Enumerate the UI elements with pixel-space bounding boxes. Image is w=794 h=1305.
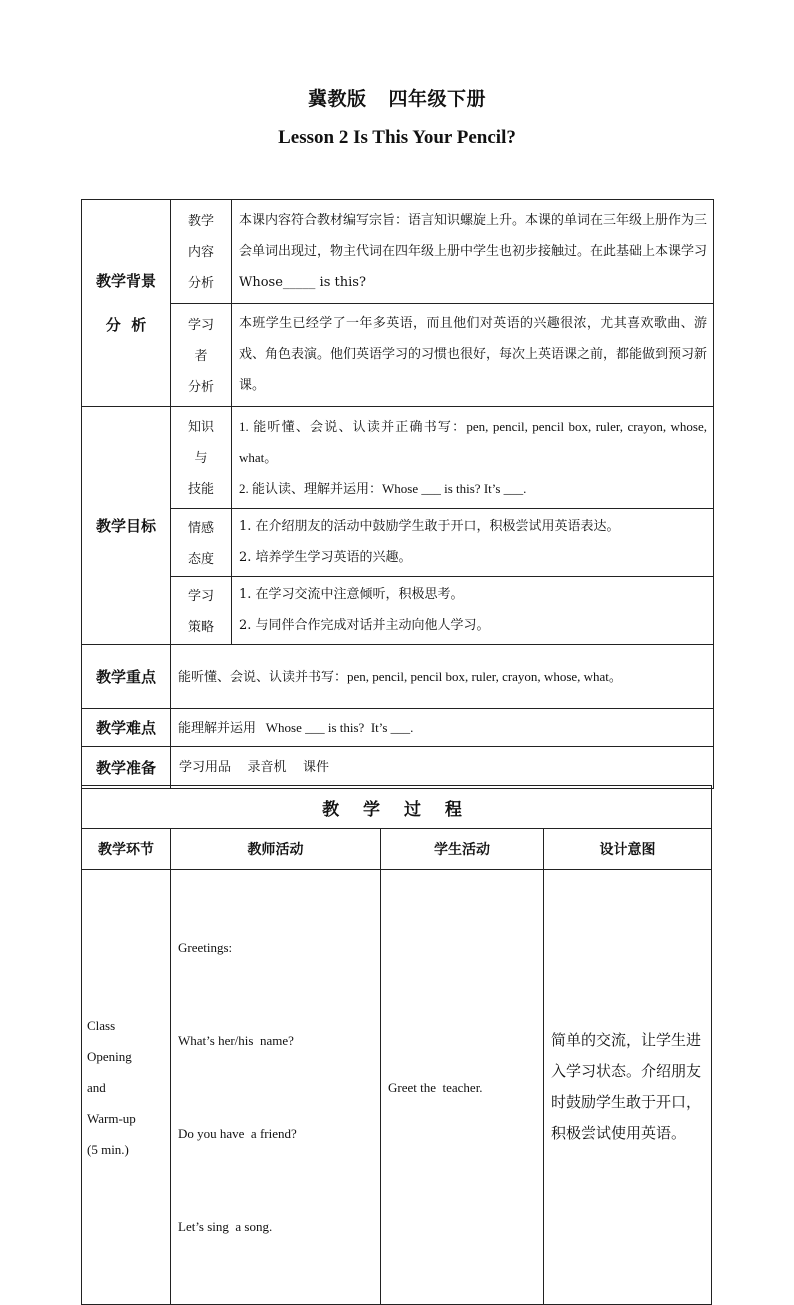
column-header-stage: 教学环节 bbox=[82, 829, 171, 870]
column-header-intent: 设计意图 bbox=[544, 829, 712, 870]
background-label: 教学背景 bbox=[95, 272, 156, 290]
knowledge-text bbox=[232, 407, 714, 509]
column-header-teacher: 教师活动 bbox=[171, 829, 381, 870]
label-line: 态度 bbox=[187, 551, 214, 567]
difficulties-text: 能理解并运用 Whose ___ is this? It’s ___. bbox=[171, 709, 714, 747]
content-analysis-text: 本课内容符合教材编写宗旨：语言知识螺旋上升。本课的单词在三年级上册作为三会单词出现过，物主代词在四年级上册中学生也初步接触过。在此基础上本课学习 Whose_____ is this? bbox=[232, 200, 714, 304]
label-line: 内容 bbox=[187, 245, 214, 260]
strategy-text bbox=[232, 577, 714, 645]
grade: 四年级下册 bbox=[388, 88, 487, 110]
strategy-label bbox=[171, 577, 232, 645]
knowledge-item: 1. 能听懂、会说、认读并正确书写：pen, pencil, pencil box, ruler, crayon, whose, what。 bbox=[239, 418, 707, 465]
process-title: 教 学 过 程 bbox=[82, 786, 712, 829]
table-row bbox=[82, 870, 712, 1305]
difficulties-label: 教学难点 bbox=[82, 709, 171, 747]
label-line: 策略 bbox=[187, 619, 214, 635]
learner-analysis-text: 本班学生已经学了一年多英语，而且他们对英语的兴趣很浓，尤其喜欢歌曲、游戏、角色表演。他们英语学习的习惯也很好，每次上英语课之前，都能做到预习新课。 bbox=[232, 304, 714, 407]
column-header-student: 学生活动 bbox=[381, 829, 544, 870]
key-points-text: 能听懂、会说、认读并书写：pen, pencil, pencil box, ruler, crayon, whose, what。 bbox=[171, 645, 714, 709]
emotion-text bbox=[232, 509, 714, 577]
stage-line: Warm-up bbox=[87, 1110, 136, 1126]
knowledge-item: 2. 能认读、理解并运用：Whose ___ is this? It’s ___. bbox=[239, 480, 527, 496]
label-line: 学习 bbox=[187, 588, 214, 604]
label-line: 与 bbox=[194, 451, 208, 466]
label-line: 学习 bbox=[187, 317, 214, 333]
stage-line: Class bbox=[87, 1017, 116, 1033]
learner-analysis-label bbox=[171, 304, 232, 407]
stage-cell bbox=[82, 870, 171, 1305]
label-line: 分析 bbox=[187, 379, 214, 395]
teacher-line: Greetings: bbox=[178, 940, 233, 955]
teacher-line: Do you have a friend? bbox=[178, 1126, 297, 1141]
stage-line: Opening bbox=[87, 1048, 132, 1064]
label-line: 分析 bbox=[187, 276, 214, 291]
emotion-item: 2. 培养学生学习英语的兴趣。 bbox=[239, 550, 412, 565]
background-label-cell bbox=[82, 200, 171, 407]
key-points-label: 教学重点 bbox=[82, 645, 171, 709]
document-header bbox=[0, 84, 794, 111]
lesson-title: Lesson 2 Is This Your Pencil? bbox=[278, 127, 516, 148]
publisher: 冀教版 bbox=[307, 88, 367, 110]
preparation-label: 教学准备 bbox=[82, 747, 171, 789]
emotion-label bbox=[171, 509, 232, 577]
stage-line: and bbox=[87, 1079, 106, 1095]
label-line: 教学 bbox=[187, 214, 214, 229]
teacher-activity-cell bbox=[171, 870, 381, 1305]
label-line: 者 bbox=[194, 348, 208, 364]
label-line: 知识 bbox=[187, 420, 214, 435]
teacher-line: What’s her/his name? bbox=[178, 1033, 294, 1048]
teacher-line: Let’s sing a song. bbox=[178, 1219, 273, 1234]
emotion-item: 1. 在介绍朋友的活动中鼓励学生敢于开口，积极尝试用英语表达。 bbox=[239, 519, 620, 534]
strategy-item: 1. 在学习交流中注意倾听，积极思考。 bbox=[239, 587, 464, 602]
knowledge-label bbox=[171, 407, 232, 509]
design-intent-cell: 简单的交流，让学生进入学习状态。介绍朋友时鼓励学生敢于开口，积极尝试使用英语。 bbox=[544, 870, 712, 1305]
goals-label: 教学目标 bbox=[82, 407, 171, 645]
stage-line: (5 min.) bbox=[87, 1141, 129, 1157]
label-line: 技能 bbox=[187, 482, 214, 497]
strategy-item: 2. 与同伴合作完成对话并主动向他人学习。 bbox=[239, 618, 490, 633]
label-line: 情感 bbox=[187, 520, 214, 536]
student-activity-cell: Greet the teacher. bbox=[381, 870, 544, 1305]
lesson-plan-table bbox=[81, 199, 714, 789]
content-analysis-label bbox=[171, 200, 232, 304]
preparation-text: 学习用品 录音机 课件 bbox=[171, 747, 714, 789]
background-label-2: 分 析 bbox=[105, 316, 147, 334]
process-table bbox=[81, 785, 712, 1305]
